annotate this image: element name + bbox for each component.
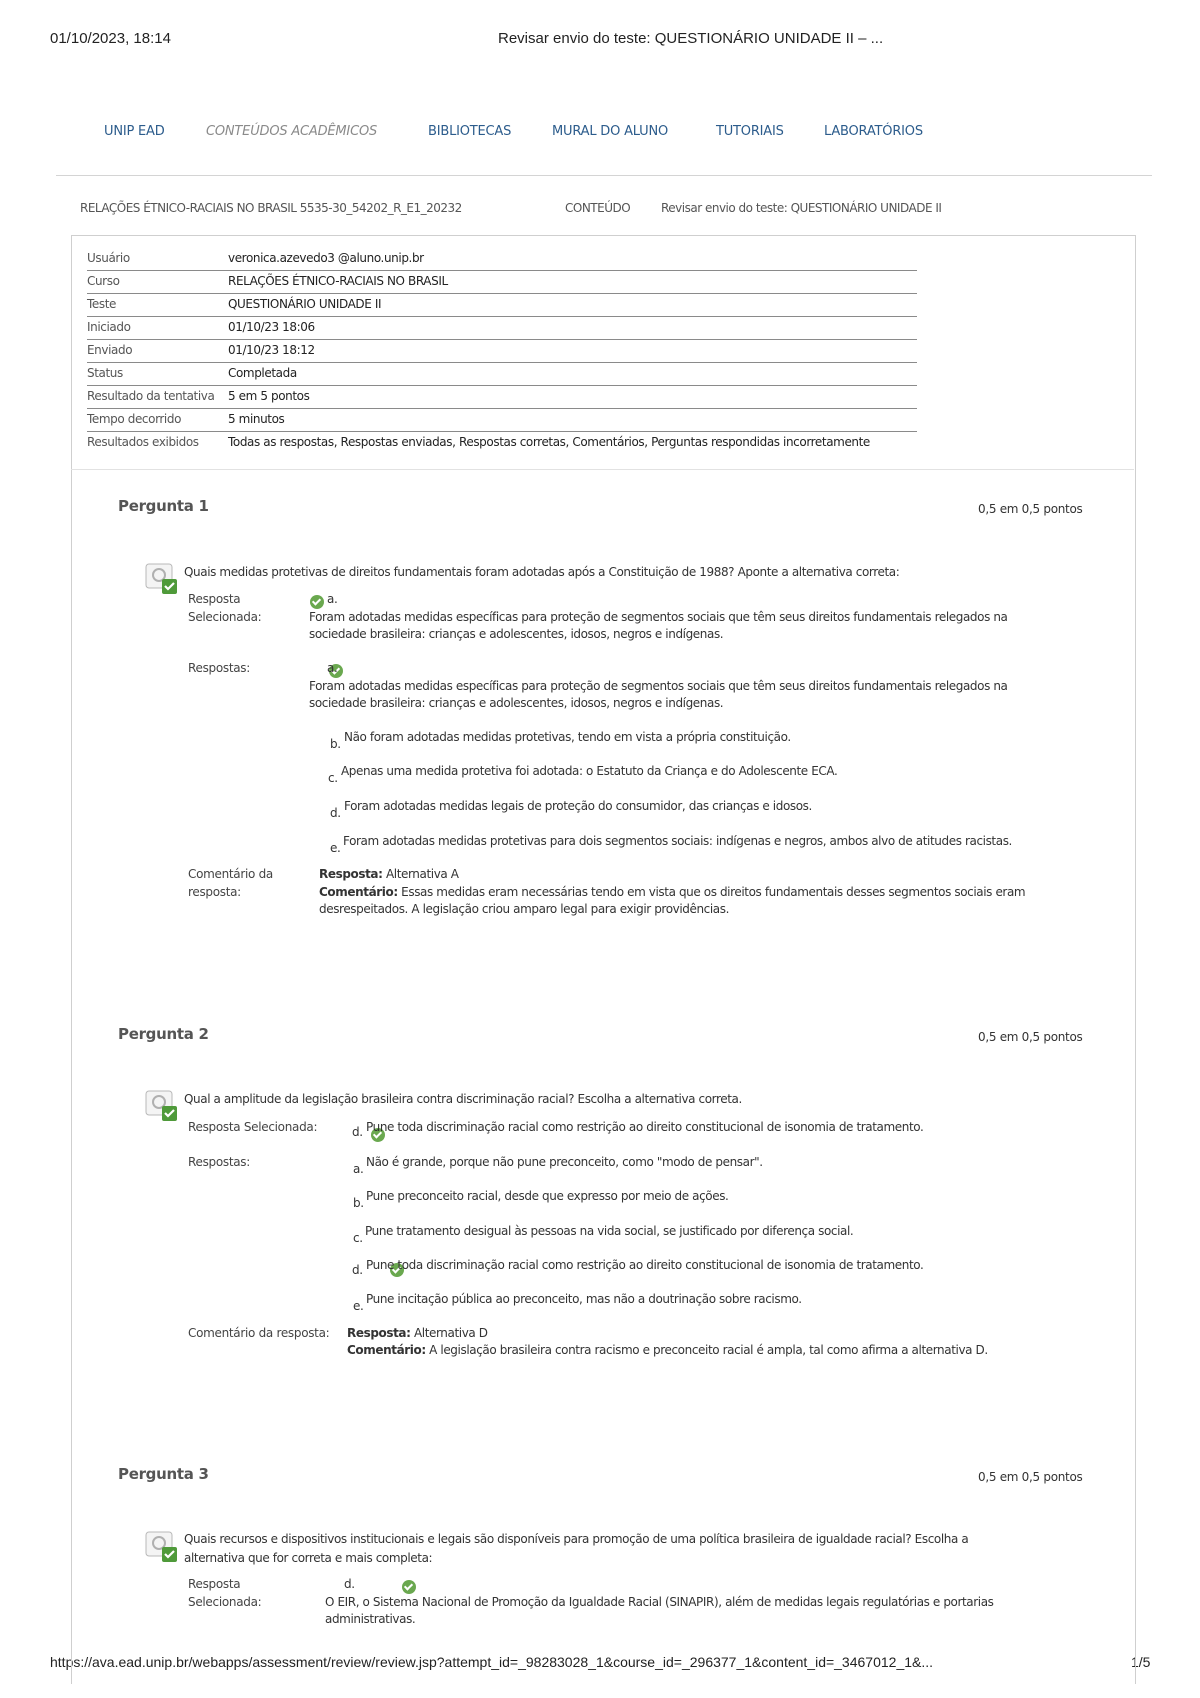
selected-answer-label: Resposta Selecionada: (188, 1120, 318, 1134)
comment-label: resposta: (188, 885, 241, 899)
detail-value: 01/10/23 18:06 (228, 320, 315, 334)
print-url: https://ava.ead.unip.br/webapps/assessment/review/review.jsp?attempt_id=_98283028_1&course_id=_296377_1&content_id=_3467012_1&... (50, 1654, 934, 1670)
detail-value: RELAÇÕES ÉTNICO-RACIAIS NO BRASIL (228, 274, 448, 288)
comment-text: A legislação brasileira contra racismo e preconceito racial é ampla, tal como afirma a alternativa D. (429, 1343, 988, 1357)
question-1-title: Pergunta 1 (118, 497, 209, 515)
nav-conteudos-academicos[interactable]: CONTEÚDOS ACADÊMICOS (206, 124, 378, 139)
detail-row (87, 431, 917, 454)
detail-value: 5 em 5 pontos (228, 389, 310, 403)
breadcrumb-page: Revisar envio do teste: QUESTIONÁRIO UNIDADE II (661, 201, 942, 215)
detail-value: 5 minutos (228, 412, 285, 426)
detail-row (87, 293, 917, 317)
answer-text: Pune tratamento desigual às pessoas na vida social, se justificado por diferença social. (365, 1224, 854, 1238)
detail-key: Enviado (87, 343, 133, 357)
question-3-score: 0,5 em 0,5 pontos (978, 1470, 1083, 1484)
comment-text-label: Comentário: (319, 885, 398, 899)
nav-laboratorios[interactable]: LABORATÓRIOS (824, 124, 923, 139)
answer-letter: a. (353, 1162, 364, 1176)
question-1-text: Quais medidas protetivas de direitos fundamentais foram adotadas após a Constituição de 1988? Aponte a alternativa correta: (184, 565, 900, 579)
answer-text: Pune toda discriminação racial como restrição ao direito constitucional de isonomia de tratamento. (366, 1258, 924, 1272)
selected-answer-letter: d. (352, 1125, 363, 1139)
correct-check-icon (310, 595, 324, 609)
nav-bibliotecas[interactable]: BIBLIOTECAS (428, 124, 512, 139)
answer-text: Não é grande, porque não pune preconceito, como "modo de pensar". (366, 1155, 763, 1169)
answer-letter: d. (330, 806, 341, 820)
detail-value: 01/10/23 18:12 (228, 343, 315, 357)
detail-key: Status (87, 366, 123, 380)
answer-text: Foram adotadas medidas protetivas para dois segmentos sociais: indígenas e negros, ambos alvo de atitudes racistas. (343, 834, 1012, 848)
nav-unip-ead[interactable]: UNIP EAD (104, 124, 165, 139)
detail-key: Resultados exibidos (87, 435, 199, 449)
selected-answer-text: Foram adotadas medidas específicas para proteção de segmentos sociais que têm seus direitos fundamentais relegados na (309, 610, 1008, 624)
selected-answer-letter: a. (327, 592, 338, 606)
answer-text: Não foram adotadas medidas protetivas, tendo em vista a própria constituição. (344, 730, 791, 744)
detail-key: Teste (87, 297, 117, 311)
question-correct-icon (144, 1089, 178, 1123)
comment-label: Comentário da resposta: (188, 1326, 330, 1340)
answer-letter: e. (330, 841, 341, 855)
nav-mural-do-aluno[interactable]: MURAL DO ALUNO (552, 124, 669, 139)
selected-answer-text: administrativas. (325, 1612, 416, 1626)
detail-key: Iniciado (87, 320, 131, 334)
answer-text: Foram adotadas medidas específicas para proteção de segmentos sociais que têm seus direitos fundamentais relegados na (309, 679, 1008, 693)
answer-letter: b. (330, 737, 341, 751)
comment-text-label: Comentário: (347, 1343, 426, 1357)
question-3-text: alternativa que for correta e mais completa: (184, 1551, 433, 1565)
selected-answer-letter: d. (344, 1577, 355, 1591)
selected-answer-label: Resposta (188, 1577, 241, 1591)
nav-tutoriais[interactable]: TUTORIAIS (716, 124, 784, 139)
comment-answer-label: Resposta: (319, 867, 383, 881)
detail-row (87, 316, 917, 340)
detail-row (87, 270, 917, 294)
answer-letter: c. (353, 1231, 363, 1245)
detail-row (87, 385, 917, 409)
answer-text: Pune preconceito racial, desde que expresso por meio de ações. (366, 1189, 729, 1203)
detail-key: Resultado da tentativa (87, 389, 215, 403)
selected-answer-label: Selecionada: (188, 610, 262, 624)
question-correct-icon (144, 562, 178, 596)
detail-value: veronica.azevedo3 @aluno.unip.br (228, 251, 424, 265)
detail-value: Todas as respostas, Respostas enviadas, Respostas corretas, Comentários, Perguntas respondidas incorretamente (228, 435, 870, 449)
detail-row (87, 247, 917, 271)
detail-key: Usuário (87, 251, 130, 265)
breadcrumb-section[interactable]: CONTEÚDO (565, 201, 631, 215)
answer-text: Apenas uma medida protetiva foi adotada: o Estatuto da Criança e do Adolescente ECA. (341, 764, 838, 778)
comment-answer: Alternativa D (413, 1326, 488, 1340)
answer-letter: c. (328, 771, 338, 785)
question-3-title: Pergunta 3 (118, 1465, 209, 1483)
selected-answer-text: sociedade brasileira: crianças e adolescentes, idosos, negros e indígenas. (309, 627, 724, 641)
detail-value: Completada (228, 366, 297, 380)
question-2-score: 0,5 em 0,5 pontos (978, 1030, 1083, 1044)
answers-label: Respostas: (188, 661, 250, 675)
print-date: 01/10/2023, 18:14 (50, 30, 171, 47)
question-2-title: Pergunta 2 (118, 1025, 209, 1043)
print-title: Revisar envio do teste: QUESTIONÁRIO UNIDADE II – ... (498, 30, 884, 47)
details-divider (71, 469, 1134, 470)
comment-label: Comentário da (188, 867, 273, 881)
answer-letter: d. (352, 1263, 363, 1277)
comment-answer-label: Resposta: (347, 1326, 411, 1340)
comment-text: desrespeitados. A legislação criou amparo legal para exigir providências. (319, 902, 730, 916)
detail-value: QUESTIONÁRIO UNIDADE II (228, 297, 382, 311)
detail-key: Tempo decorrido (87, 412, 182, 426)
question-3-text: Quais recursos e dispositivos institucionais e legais são disponíveis para promoção de uma política brasileira de igualdade racial? Escolha a (184, 1532, 969, 1546)
detail-row (87, 362, 917, 386)
print-page-number: 1/5 (1131, 1654, 1151, 1670)
selected-answer-label: Resposta (188, 592, 241, 606)
detail-key: Curso (87, 274, 120, 288)
nav-divider (56, 175, 1152, 176)
question-correct-icon (144, 1530, 178, 1564)
answer-letter: b. (353, 1196, 364, 1210)
breadcrumb-course[interactable]: RELAÇÕES ÉTNICO-RACIAIS NO BRASIL 5535-30_54202_R_E1_20232 (80, 201, 462, 215)
question-1-score: 0,5 em 0,5 pontos (978, 502, 1083, 516)
answers-label: Respostas: (188, 1155, 250, 1169)
answer-text: sociedade brasileira: crianças e adolescentes, idosos, negros e indígenas. (309, 696, 724, 710)
selected-answer-text: Pune toda discriminação racial como restrição ao direito constitucional de isonomia de tratamento. (366, 1120, 924, 1134)
answer-letter: e. (353, 1299, 364, 1313)
answer-text: Foram adotadas medidas legais de proteção do consumidor, das crianças e idosos. (344, 799, 812, 813)
answer-letter: a. (327, 661, 338, 675)
detail-row (87, 408, 917, 432)
answer-text: Pune incitação pública ao preconceito, mas não a doutrinação sobre racismo. (366, 1292, 802, 1306)
detail-row (87, 339, 917, 363)
comment-text: Essas medidas eram necessárias tendo em vista que os direitos fundamentais desses segmentos sociais eram (401, 885, 1026, 899)
selected-answer-text: O EIR, o Sistema Nacional de Promoção da Igualdade Racial (SINAPIR), além de medidas legais regulatórias e portarias (325, 1595, 994, 1609)
question-2-text: Qual a amplitude da legislação brasileira contra discriminação racial? Escolha a alternativa correta. (184, 1092, 742, 1106)
selected-answer-label: Selecionada: (188, 1595, 262, 1609)
comment-answer: Alternativa A (385, 867, 459, 881)
